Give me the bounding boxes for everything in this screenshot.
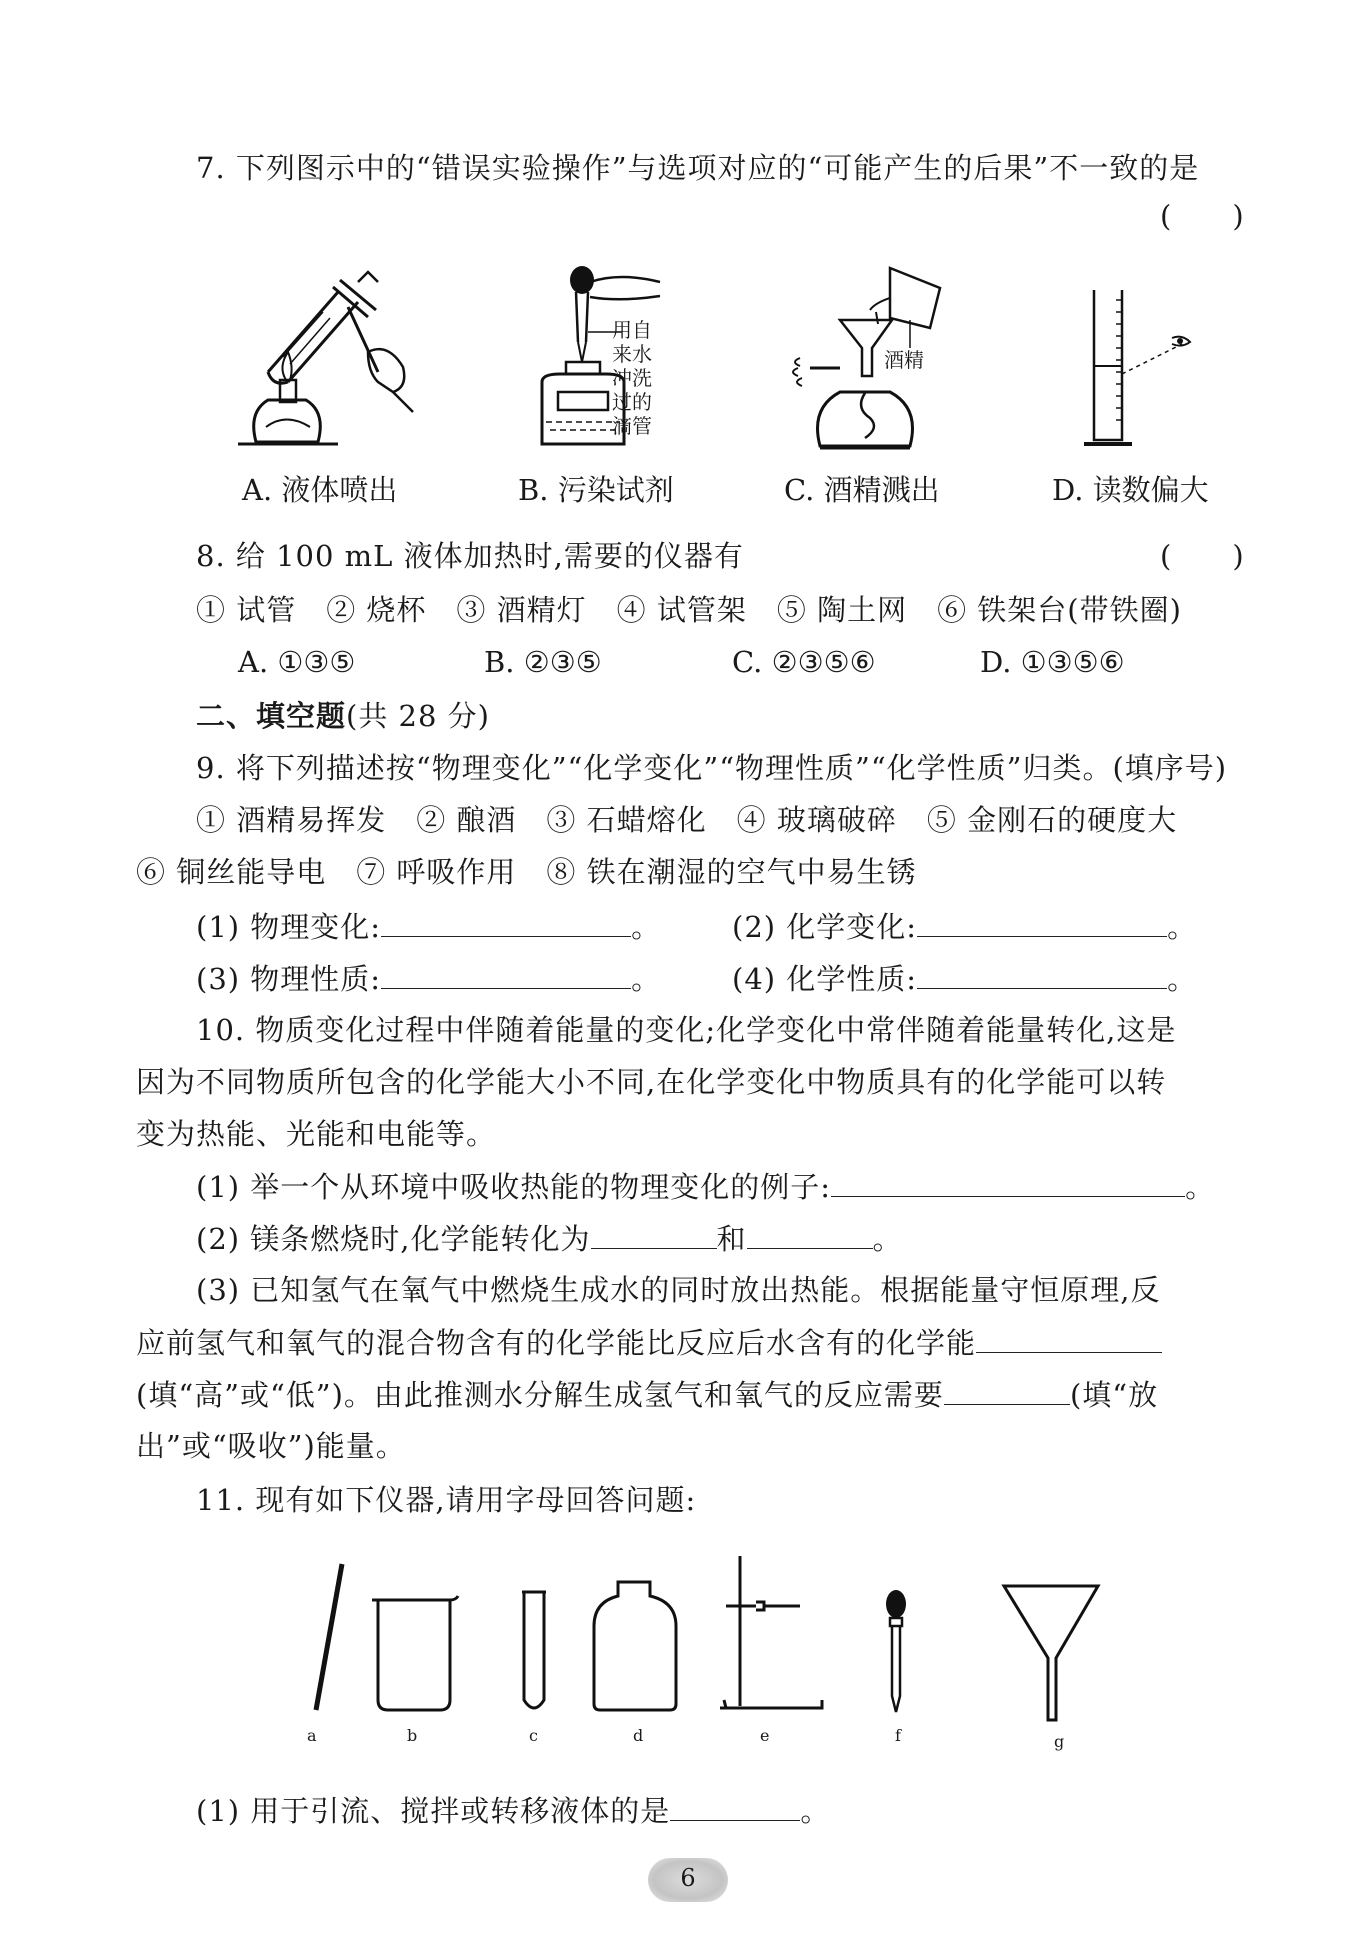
funnel-icon: [1004, 1586, 1098, 1720]
punctuation: 。: [631, 962, 662, 996]
q11-text: 11. 现有如下仪器,请用字母回答问题:: [196, 1483, 697, 1517]
q10-answer-blank-3a[interactable]: [976, 1322, 1162, 1353]
q8-option-a: A. ①③⑤: [238, 645, 356, 679]
iron-stand-icon: [720, 1556, 822, 1708]
q7-option-a: A. 液体喷出: [242, 473, 398, 507]
figure-b-dropper-bottle: [530, 262, 680, 452]
punctuation: 。: [1185, 1170, 1216, 1204]
q10-sub3-line2: [136, 1322, 1162, 1363]
q10-sub2-label: (2) 镁条燃烧时,化学能转化为: [196, 1222, 591, 1256]
q8-items: ① 试管 ② 烧杯 ③ 酒精灯 ④ 试管架 ⑤ 陶土网 ⑥ 铁架台(带铁圈): [196, 593, 1182, 627]
q10-sub3-line3: [136, 1374, 1158, 1415]
test-tube-icon: [522, 1592, 546, 1708]
q10-sub3-text: 应前氢气和氧气的混合物含有的化学能比反应后水含有的化学能: [136, 1326, 977, 1360]
q10-para-line1: 10. 物质变化过程中伴随着能量的变化;化学变化中常伴随着能量转化,这是: [196, 1013, 1177, 1047]
apparatus-label-a: a: [307, 1726, 317, 1745]
q9-answer-blank-2[interactable]: [917, 906, 1167, 937]
figure-b-label-line: 冲洗: [612, 366, 652, 390]
punctuation: 。: [631, 910, 662, 944]
q10-sub3-text: (填“放: [1069, 1378, 1159, 1412]
q10-para-line2: 因为不同物质所包含的化学能大小不同,在化学变化中物质具有的化学能可以转: [136, 1065, 1167, 1099]
figure-b-label-line: 过的: [612, 390, 652, 414]
q9-sub3: [196, 958, 661, 999]
reagent-bottle-icon: [594, 1582, 676, 1710]
q10-answer-blank-2a[interactable]: [591, 1218, 717, 1249]
q9-text: 9. 将下列描述按“物理变化”“化学变化”“物理性质”“化学性质”归类。(填序号): [196, 751, 1228, 785]
page-number: 6: [680, 1864, 696, 1892]
apparatus-label-g: g: [1054, 1732, 1065, 1751]
q8-text: 8. 给 100 mL 液体加热时,需要的仪器有: [196, 539, 744, 573]
q9-sub2: [732, 906, 1197, 947]
q7-option-d: D. 读数偏大: [1052, 473, 1209, 507]
punctuation: 。: [800, 1794, 831, 1828]
q9-sub2-label: (2) 化学变化:: [732, 910, 918, 944]
figure-b-label: [612, 318, 652, 438]
q10-sub3-text: (填“高”或“低”)。由此推测水分解生成氢气和氧气的反应需要: [136, 1378, 944, 1412]
page-number-badge: [648, 1858, 728, 1902]
section-heading: [196, 696, 490, 736]
figure-b-label-line: 用自: [612, 318, 652, 342]
q10-answer-blank-3b[interactable]: [944, 1374, 1070, 1405]
beaker-icon: [372, 1596, 458, 1710]
q10-sub3-line1: (3) 已知氢气在氧气中燃烧生成水的同时放出热能。根据能量守恒原理,反: [196, 1273, 1161, 1307]
q10-sub1-label: (1) 举一个从环境中吸收热能的物理变化的例子:: [196, 1170, 832, 1204]
punctuation: 。: [1167, 962, 1198, 996]
q8-option-b: B. ②③⑤: [484, 645, 602, 679]
q9-items-line2: ⑥ 铜丝能导电 ⑦ 呼吸作用 ⑧ 铁在潮湿的空气中易生锈: [136, 855, 917, 889]
apparatus-label-c: c: [529, 1726, 538, 1745]
figure-b-label-line: 滴管: [612, 414, 652, 438]
apparatus-label-b: b: [407, 1726, 418, 1745]
q9-answer-blank-3[interactable]: [381, 958, 631, 989]
q9-sub4-label: (4) 化学性质:: [732, 962, 918, 996]
figure-d-graduated-cylinder: [1072, 286, 1202, 452]
q8-option-c: C. ②③⑤⑥: [732, 645, 876, 679]
q9-answer-blank-4[interactable]: [917, 958, 1167, 989]
q7-text: 7. 下列图示中的“错误实验操作”与选项对应的“可能产生的后果”不一致的是: [196, 151, 1200, 185]
q10-answer-blank-2b[interactable]: [747, 1218, 873, 1249]
q10-sub2-and: 和: [716, 1222, 747, 1256]
apparatus-label-e: e: [760, 1726, 770, 1745]
q8-option-d: D. ①③⑤⑥: [980, 645, 1125, 679]
q9-answer-blank-1[interactable]: [381, 906, 631, 937]
q11-apparatus-figure: [290, 1550, 1120, 1730]
q9-sub3-label: (3) 物理性质:: [196, 962, 382, 996]
q10-para-line3: 变为热能、光能和电能等。: [136, 1117, 497, 1151]
q7-option-b: B. 污染试剂: [518, 473, 674, 507]
section-score: (共 28 分): [346, 699, 490, 733]
punctuation: 。: [1167, 910, 1198, 944]
figure-a-heating-test-tube: [228, 262, 428, 452]
figure-b-label-line: 来水: [612, 342, 652, 366]
q7-answer-paren: ( ): [1160, 199, 1245, 233]
section-title: 二、填空题: [196, 699, 347, 733]
q10-answer-blank-1[interactable]: [831, 1166, 1185, 1197]
glass-rod-icon: [316, 1564, 342, 1710]
q9-sub1-label: (1) 物理变化:: [196, 910, 382, 944]
q11-sub1-label: (1) 用于引流、搅拌或转移液体的是: [196, 1794, 671, 1828]
apparatus-label-f: f: [895, 1726, 901, 1745]
q9-sub4: [732, 958, 1197, 999]
q9-sub1: [196, 906, 661, 947]
apparatus-label-d: d: [633, 1726, 644, 1745]
figure-c-label: 酒精: [884, 348, 924, 372]
q7-option-c: C. 酒精溅出: [784, 473, 940, 507]
q11-answer-blank-1[interactable]: [670, 1790, 800, 1821]
q11-sub1: [196, 1790, 830, 1831]
punctuation: 。: [872, 1222, 903, 1256]
q10-sub2: [196, 1218, 903, 1259]
q8-answer-paren: ( ): [1160, 539, 1245, 573]
figure-c-alcohol-lamp: [780, 258, 960, 454]
q10-sub1: [196, 1166, 1215, 1207]
q10-sub3-line4: 出”或“吸收”)能量。: [136, 1429, 406, 1463]
dropper-icon: [886, 1590, 906, 1618]
q9-items-line1: ① 酒精易挥发 ② 酿酒 ③ 石蜡熔化 ④ 玻璃破碎 ⑤ 金刚石的硬度大: [196, 803, 1178, 837]
